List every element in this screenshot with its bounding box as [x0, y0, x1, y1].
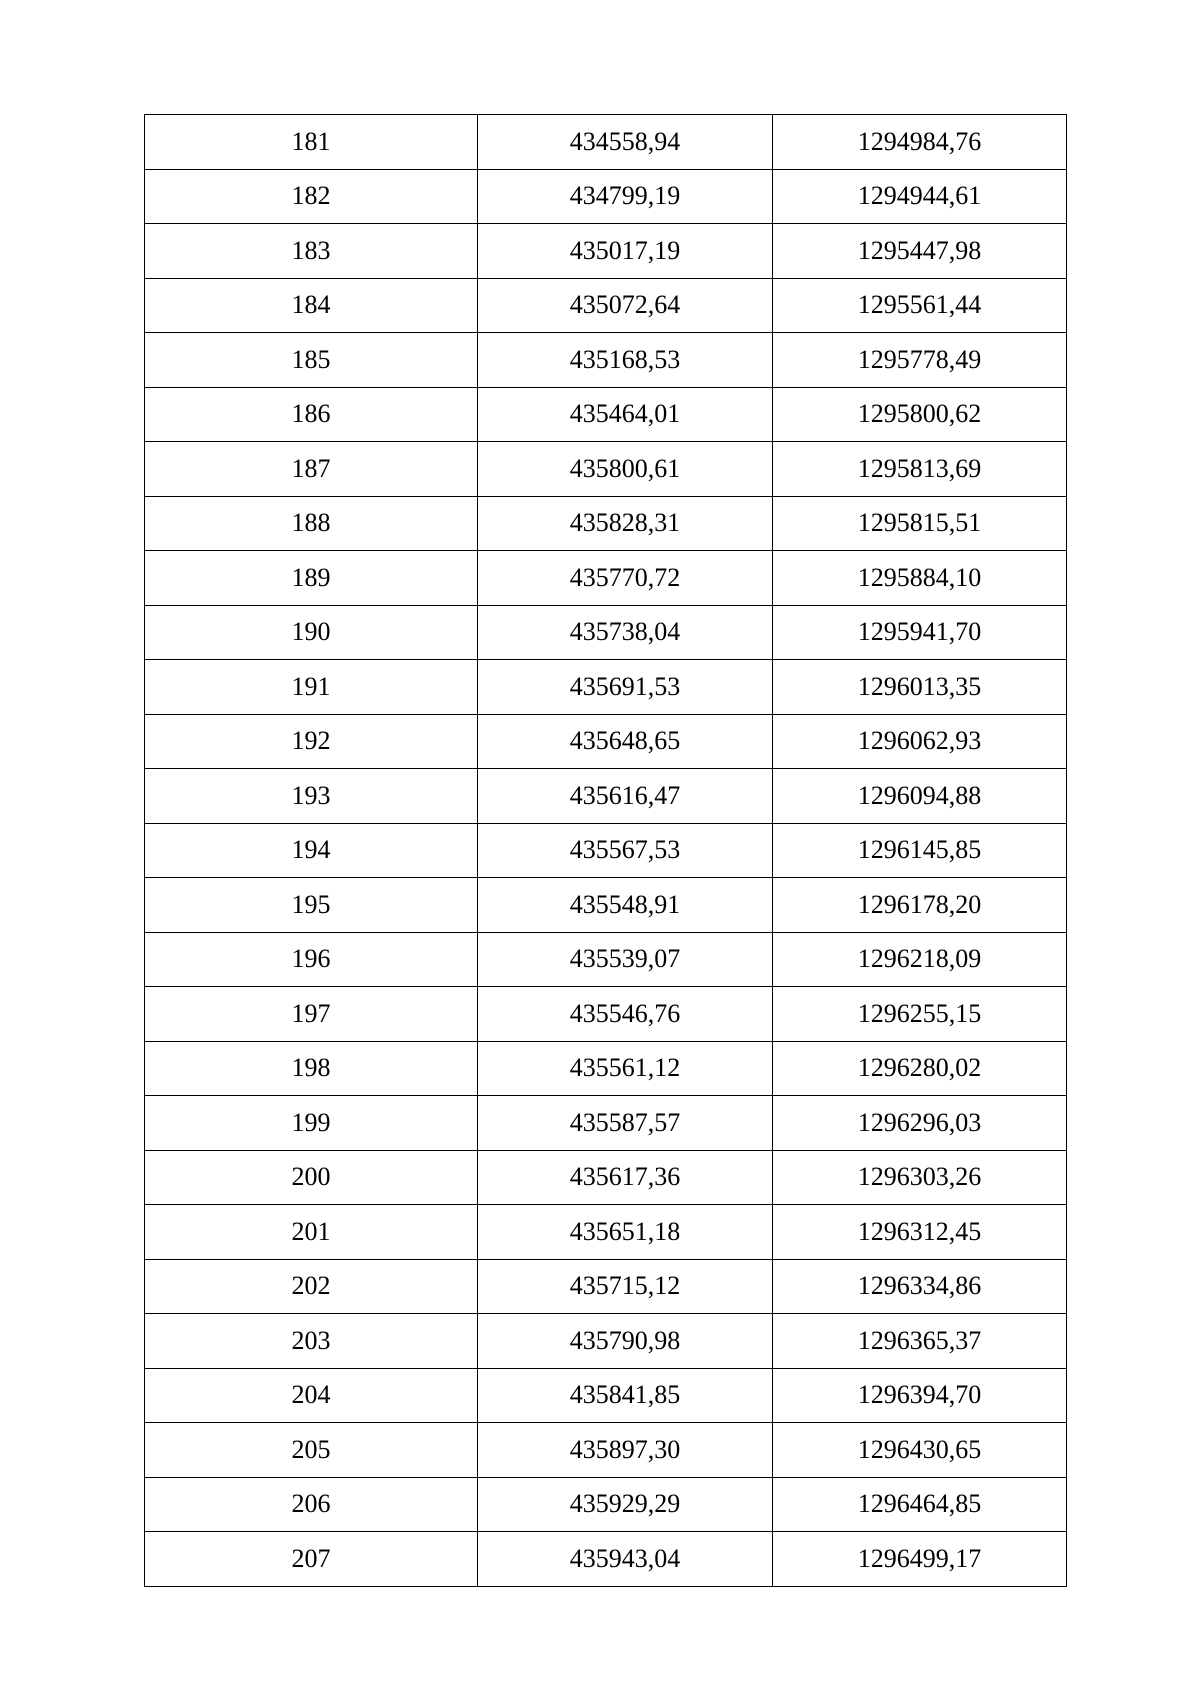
point-number-cell: 200	[145, 1150, 478, 1205]
y-coordinate-cell: 1296464,85	[773, 1477, 1067, 1532]
point-number-cell: 193	[145, 769, 478, 824]
x-coordinate-cell: 435546,76	[478, 987, 773, 1042]
point-number-cell: 190	[145, 605, 478, 660]
point-number-cell: 204	[145, 1368, 478, 1423]
point-number-cell: 201	[145, 1205, 478, 1260]
x-coordinate-cell: 435567,53	[478, 823, 773, 878]
x-coordinate-cell: 435648,65	[478, 714, 773, 769]
point-number-cell: 183	[145, 224, 478, 279]
table-row	[145, 551, 1067, 606]
y-coordinate-cell: 1295941,70	[773, 605, 1067, 660]
table-row	[145, 823, 1067, 878]
y-coordinate-cell: 1296394,70	[773, 1368, 1067, 1423]
table-row	[145, 387, 1067, 442]
x-coordinate-cell: 435464,01	[478, 387, 773, 442]
table-row	[145, 769, 1067, 824]
x-coordinate-cell: 434558,94	[478, 115, 773, 170]
x-coordinate-cell: 435715,12	[478, 1259, 773, 1314]
point-number-cell: 199	[145, 1096, 478, 1151]
table-row	[145, 1150, 1067, 1205]
table-row	[145, 660, 1067, 715]
y-coordinate-cell: 1296499,17	[773, 1532, 1067, 1587]
table-row	[145, 115, 1067, 170]
coordinates-table	[144, 114, 1067, 1587]
y-coordinate-cell: 1295800,62	[773, 387, 1067, 442]
table-row	[145, 1368, 1067, 1423]
y-coordinate-cell: 1296365,37	[773, 1314, 1067, 1369]
x-coordinate-cell: 435616,47	[478, 769, 773, 824]
x-coordinate-cell: 435841,85	[478, 1368, 773, 1423]
coordinates-table-body	[145, 115, 1067, 1587]
y-coordinate-cell: 1296303,26	[773, 1150, 1067, 1205]
table-row	[145, 987, 1067, 1042]
y-coordinate-cell: 1296094,88	[773, 769, 1067, 824]
table-row	[145, 169, 1067, 224]
table-row	[145, 932, 1067, 987]
x-coordinate-cell: 435017,19	[478, 224, 773, 279]
x-coordinate-cell: 435168,53	[478, 333, 773, 388]
point-number-cell: 185	[145, 333, 478, 388]
table-row	[145, 278, 1067, 333]
y-coordinate-cell: 1295884,10	[773, 551, 1067, 606]
y-coordinate-cell: 1296218,09	[773, 932, 1067, 987]
x-coordinate-cell: 435738,04	[478, 605, 773, 660]
table-row	[145, 1477, 1067, 1532]
x-coordinate-cell: 435828,31	[478, 496, 773, 551]
x-coordinate-cell: 435587,57	[478, 1096, 773, 1151]
point-number-cell: 195	[145, 878, 478, 933]
y-coordinate-cell: 1296430,65	[773, 1423, 1067, 1478]
x-coordinate-cell: 435929,29	[478, 1477, 773, 1532]
y-coordinate-cell: 1296178,20	[773, 878, 1067, 933]
x-coordinate-cell: 435651,18	[478, 1205, 773, 1260]
point-number-cell: 203	[145, 1314, 478, 1369]
y-coordinate-cell: 1295813,69	[773, 442, 1067, 497]
point-number-cell: 197	[145, 987, 478, 1042]
y-coordinate-cell: 1296296,03	[773, 1096, 1067, 1151]
x-coordinate-cell: 435548,91	[478, 878, 773, 933]
y-coordinate-cell: 1294984,76	[773, 115, 1067, 170]
y-coordinate-cell: 1296145,85	[773, 823, 1067, 878]
y-coordinate-cell: 1294944,61	[773, 169, 1067, 224]
point-number-cell: 186	[145, 387, 478, 442]
x-coordinate-cell: 435561,12	[478, 1041, 773, 1096]
y-coordinate-cell: 1296280,02	[773, 1041, 1067, 1096]
x-coordinate-cell: 435617,36	[478, 1150, 773, 1205]
point-number-cell: 198	[145, 1041, 478, 1096]
x-coordinate-cell: 435691,53	[478, 660, 773, 715]
y-coordinate-cell: 1295815,51	[773, 496, 1067, 551]
table-row	[145, 714, 1067, 769]
point-number-cell: 184	[145, 278, 478, 333]
x-coordinate-cell: 435897,30	[478, 1423, 773, 1478]
x-coordinate-cell: 434799,19	[478, 169, 773, 224]
point-number-cell: 181	[145, 115, 478, 170]
table-row	[145, 224, 1067, 279]
point-number-cell: 206	[145, 1477, 478, 1532]
point-number-cell: 192	[145, 714, 478, 769]
point-number-cell: 196	[145, 932, 478, 987]
y-coordinate-cell: 1296062,93	[773, 714, 1067, 769]
point-number-cell: 194	[145, 823, 478, 878]
table-row	[145, 496, 1067, 551]
point-number-cell: 207	[145, 1532, 478, 1587]
table-row	[145, 605, 1067, 660]
x-coordinate-cell: 435770,72	[478, 551, 773, 606]
table-row	[145, 1205, 1067, 1260]
x-coordinate-cell: 435072,64	[478, 278, 773, 333]
x-coordinate-cell: 435539,07	[478, 932, 773, 987]
y-coordinate-cell: 1296013,35	[773, 660, 1067, 715]
point-number-cell: 191	[145, 660, 478, 715]
table-row	[145, 1096, 1067, 1151]
point-number-cell: 205	[145, 1423, 478, 1478]
point-number-cell: 188	[145, 496, 478, 551]
table-row	[145, 1259, 1067, 1314]
x-coordinate-cell: 435943,04	[478, 1532, 773, 1587]
x-coordinate-cell: 435790,98	[478, 1314, 773, 1369]
y-coordinate-cell: 1296255,15	[773, 987, 1067, 1042]
table-row	[145, 1423, 1067, 1478]
y-coordinate-cell: 1296334,86	[773, 1259, 1067, 1314]
point-number-cell: 202	[145, 1259, 478, 1314]
table-row	[145, 878, 1067, 933]
y-coordinate-cell: 1295778,49	[773, 333, 1067, 388]
table-row	[145, 442, 1067, 497]
y-coordinate-cell: 1296312,45	[773, 1205, 1067, 1260]
point-number-cell: 189	[145, 551, 478, 606]
point-number-cell: 187	[145, 442, 478, 497]
x-coordinate-cell: 435800,61	[478, 442, 773, 497]
table-row	[145, 1041, 1067, 1096]
table-row	[145, 1314, 1067, 1369]
point-number-cell: 182	[145, 169, 478, 224]
table-row	[145, 1532, 1067, 1587]
table-row	[145, 333, 1067, 388]
y-coordinate-cell: 1295447,98	[773, 224, 1067, 279]
y-coordinate-cell: 1295561,44	[773, 278, 1067, 333]
